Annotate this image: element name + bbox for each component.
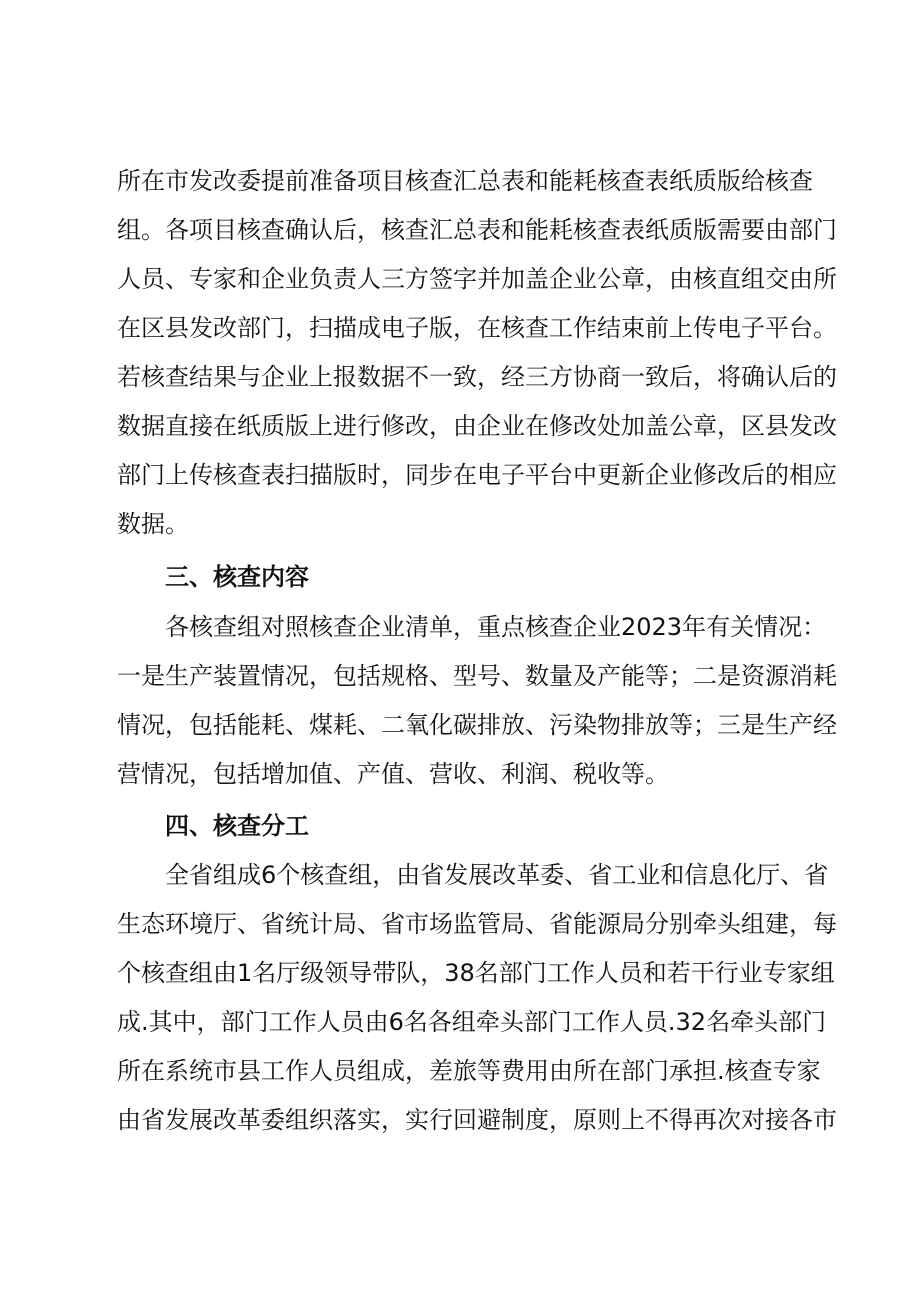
paragraph-line: 成.其中，部门工作人员由6名各组牵头部门工作人员.32名牵头部门	[117, 1008, 827, 1036]
paragraph-line: 若核查结果与企业上报数据不一致，经三方协商一致后，将确认后的	[117, 363, 837, 391]
paragraph-line: 一是生产装置情况，包括规格、型号、数量及产能等；二是资源消耗	[117, 662, 837, 690]
paragraph-line: 组。各项目核查确认后，核查汇总表和能耗核查表纸质版需要由部门	[117, 216, 837, 244]
paragraph-line: 各核查组对照核查企业清单，重点核查企业2023年有关情况：	[165, 613, 827, 641]
paragraph-line: 个核查组由1名厅级领导带队，38名部门工作人员和若干行业专家组	[117, 959, 835, 987]
section-heading: 四、核查分工	[165, 812, 309, 840]
paragraph-line: 在区县发改部门，扫描成电子版，在核查工作结束前上传电子平台。	[117, 314, 837, 342]
paragraph-line: 人员、专家和企业负责人三方签字并加盖企业公章，由核直组交由所	[117, 265, 837, 293]
paragraph-line: 数据直接在纸质版上进行修改，由企业在修改处加盖公章，区县发改	[117, 412, 837, 440]
paragraph-line: 所在市发改委提前准备项目核查汇总表和能耗核查表纸质版给核查	[117, 167, 813, 195]
paragraph-line: 情况，包括能耗、煤耗、二氧化碳排放、污染物排放等；三是生产经	[117, 711, 837, 739]
paragraph-line: 数据。	[117, 510, 189, 538]
paragraph-line: 营情况，包括增加值、产值、营收、利润、税收等。	[117, 760, 669, 788]
paragraph-line: 全省组成6个核查组，由省发展改革委、省工业和信息化厅、省	[165, 861, 829, 889]
paragraph-line: 部门上传核查表扫描版时，同步在电子平台中更新企业修改后的相应	[117, 461, 837, 489]
paragraph-line: 所在系统市县工作人员组成，差旅等费用由所在部门承担.核查专家	[117, 1057, 821, 1085]
paragraph-line: 由省发展改革委组织落实，实行回避制度，原则上不得再次对接各市	[117, 1106, 837, 1134]
paragraph-line: 生态环境厅、省统计局、省市场监管局、省能源局分别牵头组建，每	[117, 910, 837, 938]
section-heading: 三、核查内容	[165, 563, 309, 591]
